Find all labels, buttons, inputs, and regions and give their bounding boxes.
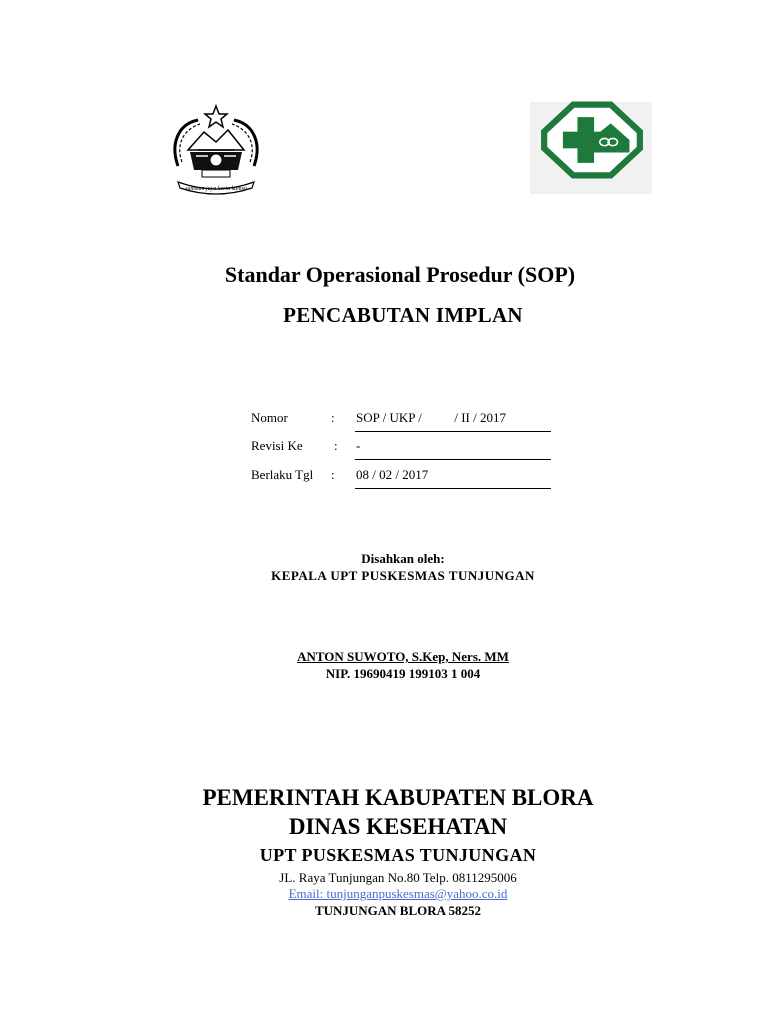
berlaku-label: Berlaku Tgl bbox=[251, 467, 314, 482]
svg-text:sumsum jaya kerta kamsa: sumsum jaya kerta kamsa bbox=[185, 186, 247, 192]
regency-emblem-icon bbox=[168, 104, 264, 198]
berlaku-value: 08 / 02 / 2017 bbox=[356, 467, 429, 482]
revisi-value: - bbox=[356, 438, 361, 453]
revisi-label: Revisi Ke bbox=[251, 438, 303, 453]
department-name: DINAS KESEHATAN bbox=[288, 814, 508, 839]
berlaku-underline bbox=[355, 488, 551, 489]
email-link[interactable]: Email: tunjunganpuskesmas@yahoo.co.id bbox=[288, 886, 508, 901]
procedure-title: PENCABUTAN IMPLAN bbox=[283, 303, 523, 327]
nomor-underline bbox=[355, 431, 551, 432]
nomor-value: SOP / UKP / / II / 2017 bbox=[356, 410, 506, 425]
nomor-label: Nomor bbox=[251, 410, 288, 425]
sop-title: Standar Operasional Prosedur (SOP) bbox=[224, 262, 576, 287]
signer-name: ANTON SUWOTO, S.Kep, Ners. MM bbox=[297, 649, 509, 664]
government-name: PEMERINTAH KABUPATEN BLORA bbox=[202, 785, 594, 810]
address-line: JL. Raya Tunjungan No.80 Telp. 0811295006 bbox=[279, 870, 517, 885]
unit-name: UPT PUSKESMAS TUNJUNGAN bbox=[259, 845, 537, 865]
revisi-underline bbox=[355, 459, 551, 460]
city-postal: TUNJUNGAN BLORA 58252 bbox=[314, 903, 482, 918]
berlaku-colon: : bbox=[331, 467, 335, 482]
signer-nip: NIP. 19690419 199103 1 004 bbox=[325, 666, 481, 681]
revisi-colon: : bbox=[334, 438, 338, 453]
puskesmas-logo-icon bbox=[540, 100, 644, 180]
approved-by-label: Disahkan oleh: bbox=[361, 551, 445, 566]
head-title: KEPALA UPT PUSKESMAS TUNJUNGAN bbox=[271, 568, 535, 583]
nomor-colon: : bbox=[331, 410, 335, 425]
